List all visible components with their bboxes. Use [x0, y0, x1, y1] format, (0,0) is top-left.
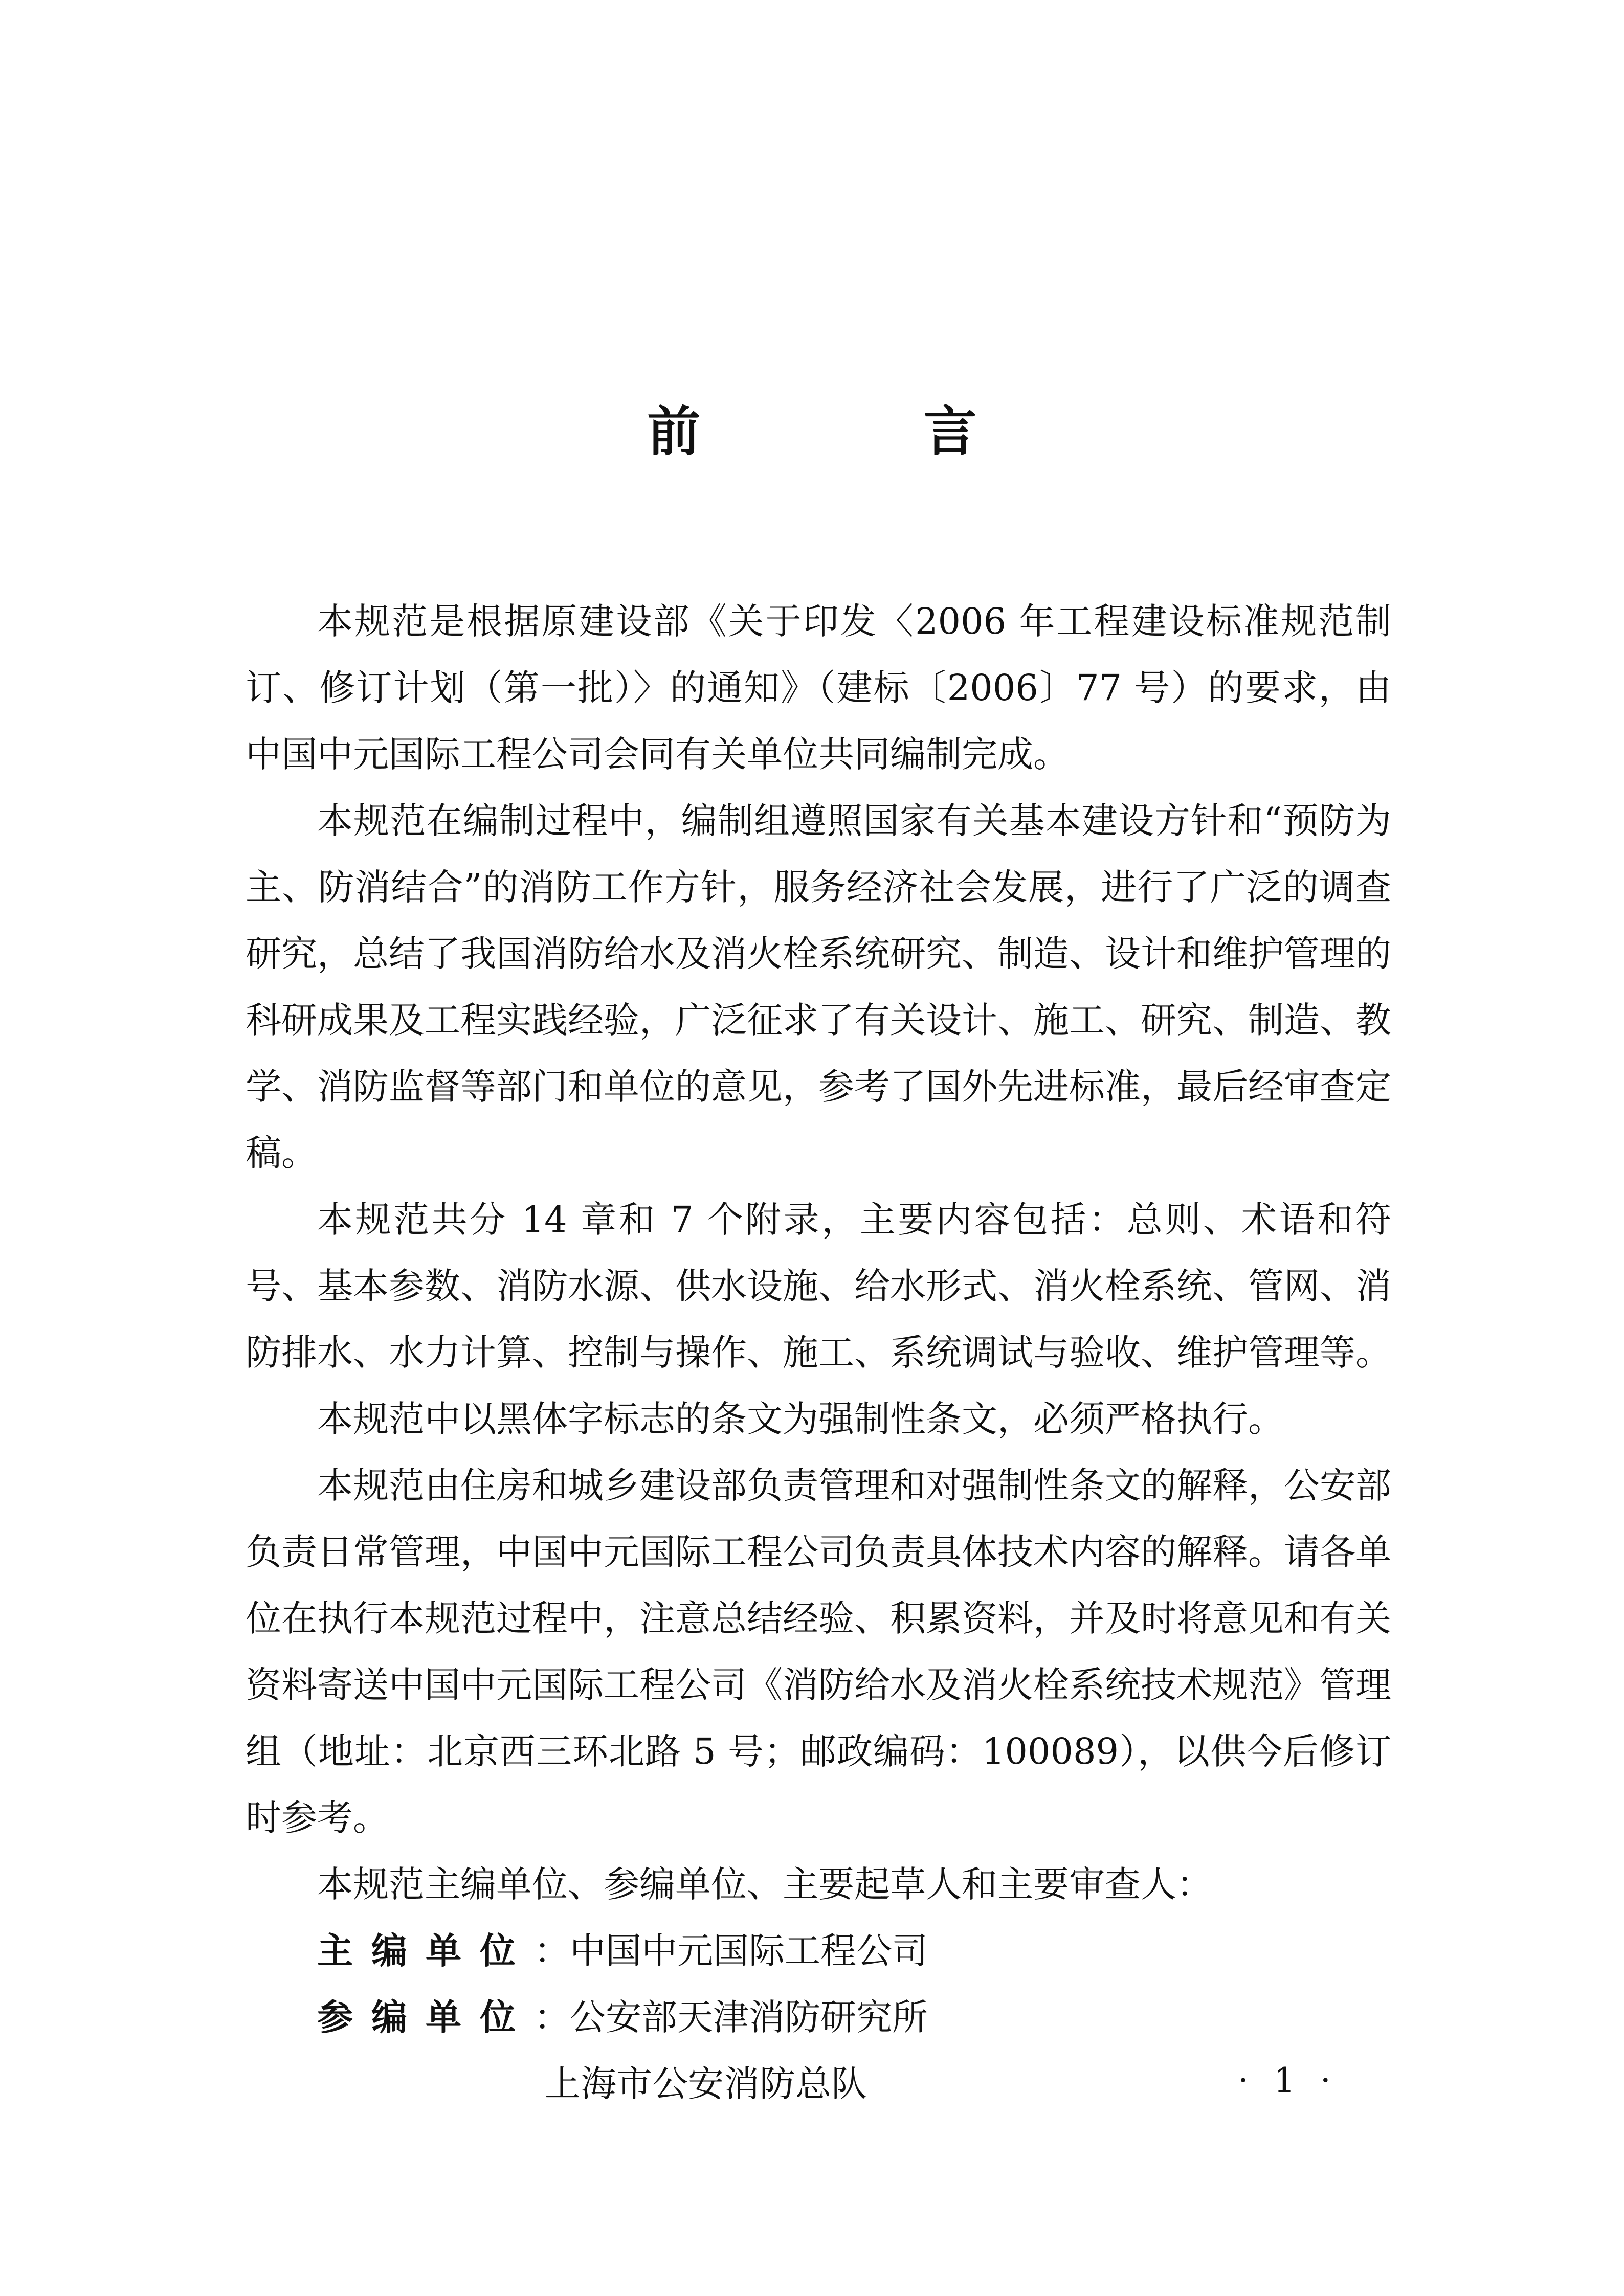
chief-unit-label: 主编单位 [317, 1930, 534, 1972]
paragraph-units-intro: 本规范主编单位、参编单位、主要起草人和主要审查人： [317, 1863, 1212, 1905]
paragraph-management: 本规范由住房和城乡建设部负责管理和对强制性条文的解释，公安部负责日常管理，中国中元国际工程公司负责具体技术内容的解释。请各单位在执行本规范过程中，注意总结经验、积累资料，并及时将意见和有关资料寄送中国中元国际工程公司《消防给水及消火栓系统技术规范》管理组（地址：北京西三环北路 5 号；邮政编码：100089），以供今后修订时参考。 [246, 1465, 1391, 1839]
preface-body [246, 588, 1391, 2117]
page-title: 前 言 [647, 400, 1079, 463]
chief-unit-line [246, 1918, 1391, 1984]
chief-unit-value: 中国中元国际工程公司 [570, 1930, 928, 1972]
paragraph-basis: 本规范是根据原建设部《关于印发〈2006 年工程建设标准规范制订、修订计划（第一批）〉的通知》（建标〔2006〕77 号）的要求，由中国中元国际工程公司会同有关单位共同编制完成。 [246, 600, 1391, 775]
paragraph-process: 本规范在编制过程中，编制组遵照国家有关基本建设方针和“预防为主、防消结合”的消防工作方针，服务经济社会发展，进行了广泛的调查研究，总结了我国消防给水及消火栓系统研究、制造、设计和维护管理的科研成果及工程实践经验，广泛征求了有关设计、施工、研究、制造、教学、消防监督等部门和单位的意见，参考了国外先进标准，最后经审查定稿。 [246, 800, 1391, 1174]
paragraph-mandatory: 本规范中以黑体字标志的条文为强制性条文，必须严格执行。 [317, 1398, 1284, 1440]
paragraph-contents: 本规范共分 14 章和 7 个附录，主要内容包括：总则、术语和符号、基本参数、消防水源、供水设施、给水形式、消火栓系统、管网、消防排水、水力计算、控制与操作、施工、系统调试与验收、维护管理等。 [246, 1199, 1391, 1374]
participating-unit-colon: ： [534, 1996, 570, 2038]
participating-unit-value: 公安部天津消防研究所 [570, 1996, 928, 2038]
participating-unit-line [246, 1984, 1391, 2051]
page-number: · 1 · [1238, 2061, 1338, 2100]
participating-unit-label: 参编单位 [317, 1996, 534, 2038]
participating-unit-continuation: 上海市公安消防总队 [545, 2063, 867, 2105]
chief-unit-colon: ： [534, 1930, 570, 1972]
